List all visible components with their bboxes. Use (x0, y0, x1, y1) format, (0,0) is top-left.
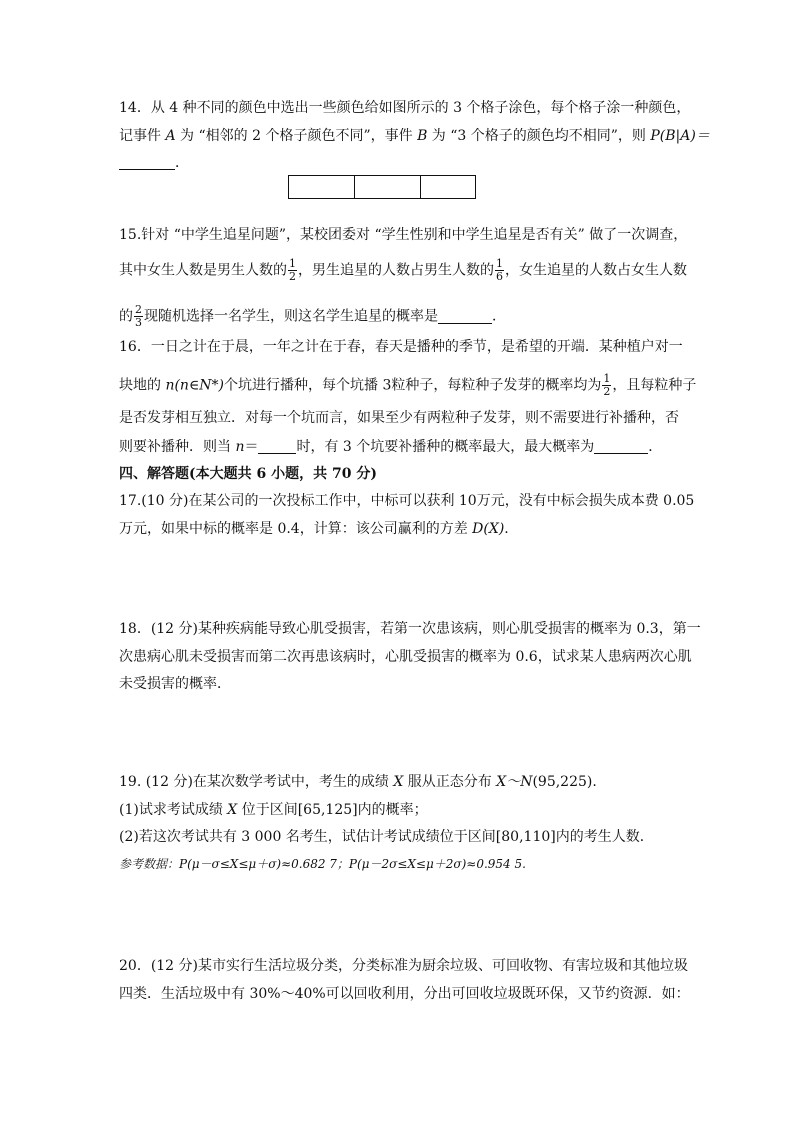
q15-line-3: 的 $\frac{2}{3}$ 现随机选择一名学生，则这名学生追星的概率是 ． (119, 303, 506, 329)
q14-line-3: ． (119, 154, 189, 172)
q19-line-2: (1)试求考试成绩 X 位于区间[65,125]内的概率； (119, 802, 428, 818)
q20-line-1: 20．(12 分)某市实行生活垃圾分类，分类标准为厨余垃圾、可回收物、有害垃圾和其他垃圾 (119, 958, 689, 974)
three-cell-grid (288, 175, 476, 199)
q16-line-3: 是否发芽相互独立．对每一个坑而言，如果至少有两粒种子发芽，则不需要进行补播种，否 (119, 410, 679, 426)
fraction-half: $\frac{1}{2}$ (603, 372, 611, 398)
fraction-sixth: $\frac{1}{6}$ (496, 257, 503, 283)
q16-line-4: 则要补播种．则当 n＝ 时，有 3 个坑要补播种的概率最大，最大概率为 ． (119, 439, 663, 455)
q15-line-2: 其中女生人数是男生人数的 $\frac{1}{2}$ ，男生追星的人数占男生人数的 $\frac{1}{6}$ ，女生追星的人数占女生人数 (119, 257, 687, 283)
q16-line-1: 16．一日之计在于晨，一年之计在于春，春天是播种的季节，是希望的开端．某种植户对一 (119, 339, 683, 355)
q16-line-2: 块地的 n(n∈N*)个坑进行播种，每个坑播 3粒种子，每粒种子发芽的概率均为 $\frac{1}{2}$ ，且每粒种子 (119, 372, 697, 398)
q15-line-1: 15.针对 “中学生追星问题”，某校团委对 “学生性别和中学生追星是否有关” 做了一次调查， (119, 227, 688, 243)
q19-line-3: (2)若这次考试共有 3 000 名考生，试估计考试成绩位于区间[80,110]内的考生人数． (119, 829, 654, 845)
q18-line-1: 18．(12 分)某种疾病能导致心肌受损害，若第一次患该病，则心肌受损害的概率为 0.3，第一 (119, 621, 701, 637)
q17-line-1: 17.(10 分)在某公司的一次投标工作中，中标可以获利 10万元，没有中标会损失成本费 0.05 (119, 493, 695, 509)
q18-line-2: 次患病心肌未受损害而第二次再患该病时，心肌受损害的概率为 0.6，试求某人患病两次心肌 (119, 649, 692, 665)
q14-line-2: 记事件 A 为 “相邻的 2 个格子颜色不同”，事件 B 为 “3 个格子的颜色均不相同”，则 P(B|A)＝ (119, 128, 710, 144)
q14-line-1: 14．从 4 种不同的颜色中选出一些颜色给如图所示的 3 个格子涂色，每个格子涂一种颜色， (119, 100, 691, 116)
grid-cell-3 (421, 176, 475, 198)
fraction-two-thirds: $\frac{2}{3}$ (135, 303, 142, 329)
section-header: 四、解答题(本大题共 6 小题，共 70 分) (119, 466, 377, 482)
q20-line-2: 四类．生活垃圾中有 30%～40%可以回收利用，分出可回收垃圾既环保，又节约资源．如： (119, 986, 690, 1002)
grid-cell-1 (289, 176, 355, 198)
answer-blank[interactable] (594, 439, 648, 454)
q19-line-1: 19. (12 分)在某次数学考试中，考生的成绩 X 服从正态分布 X～N(95,225). (119, 774, 597, 790)
q18-line-3: 未受损害的概率． (119, 676, 231, 692)
q17-line-2: 万元，如果中标的概率是 0.4，计算：该公司赢利的方差 D(X). (119, 521, 509, 537)
answer-blank[interactable] (119, 155, 175, 170)
q19-reference-data: 参考数据：P(μ－σ≤X≤μ＋σ)≈0.682 7；P(μ－2σ≤X≤μ＋2σ)≈0.954 5. (119, 857, 526, 871)
grid-cell-2 (355, 176, 421, 198)
answer-blank[interactable] (258, 439, 296, 454)
fraction-half: $\frac{1}{2}$ (289, 257, 296, 283)
answer-blank[interactable] (438, 309, 492, 324)
